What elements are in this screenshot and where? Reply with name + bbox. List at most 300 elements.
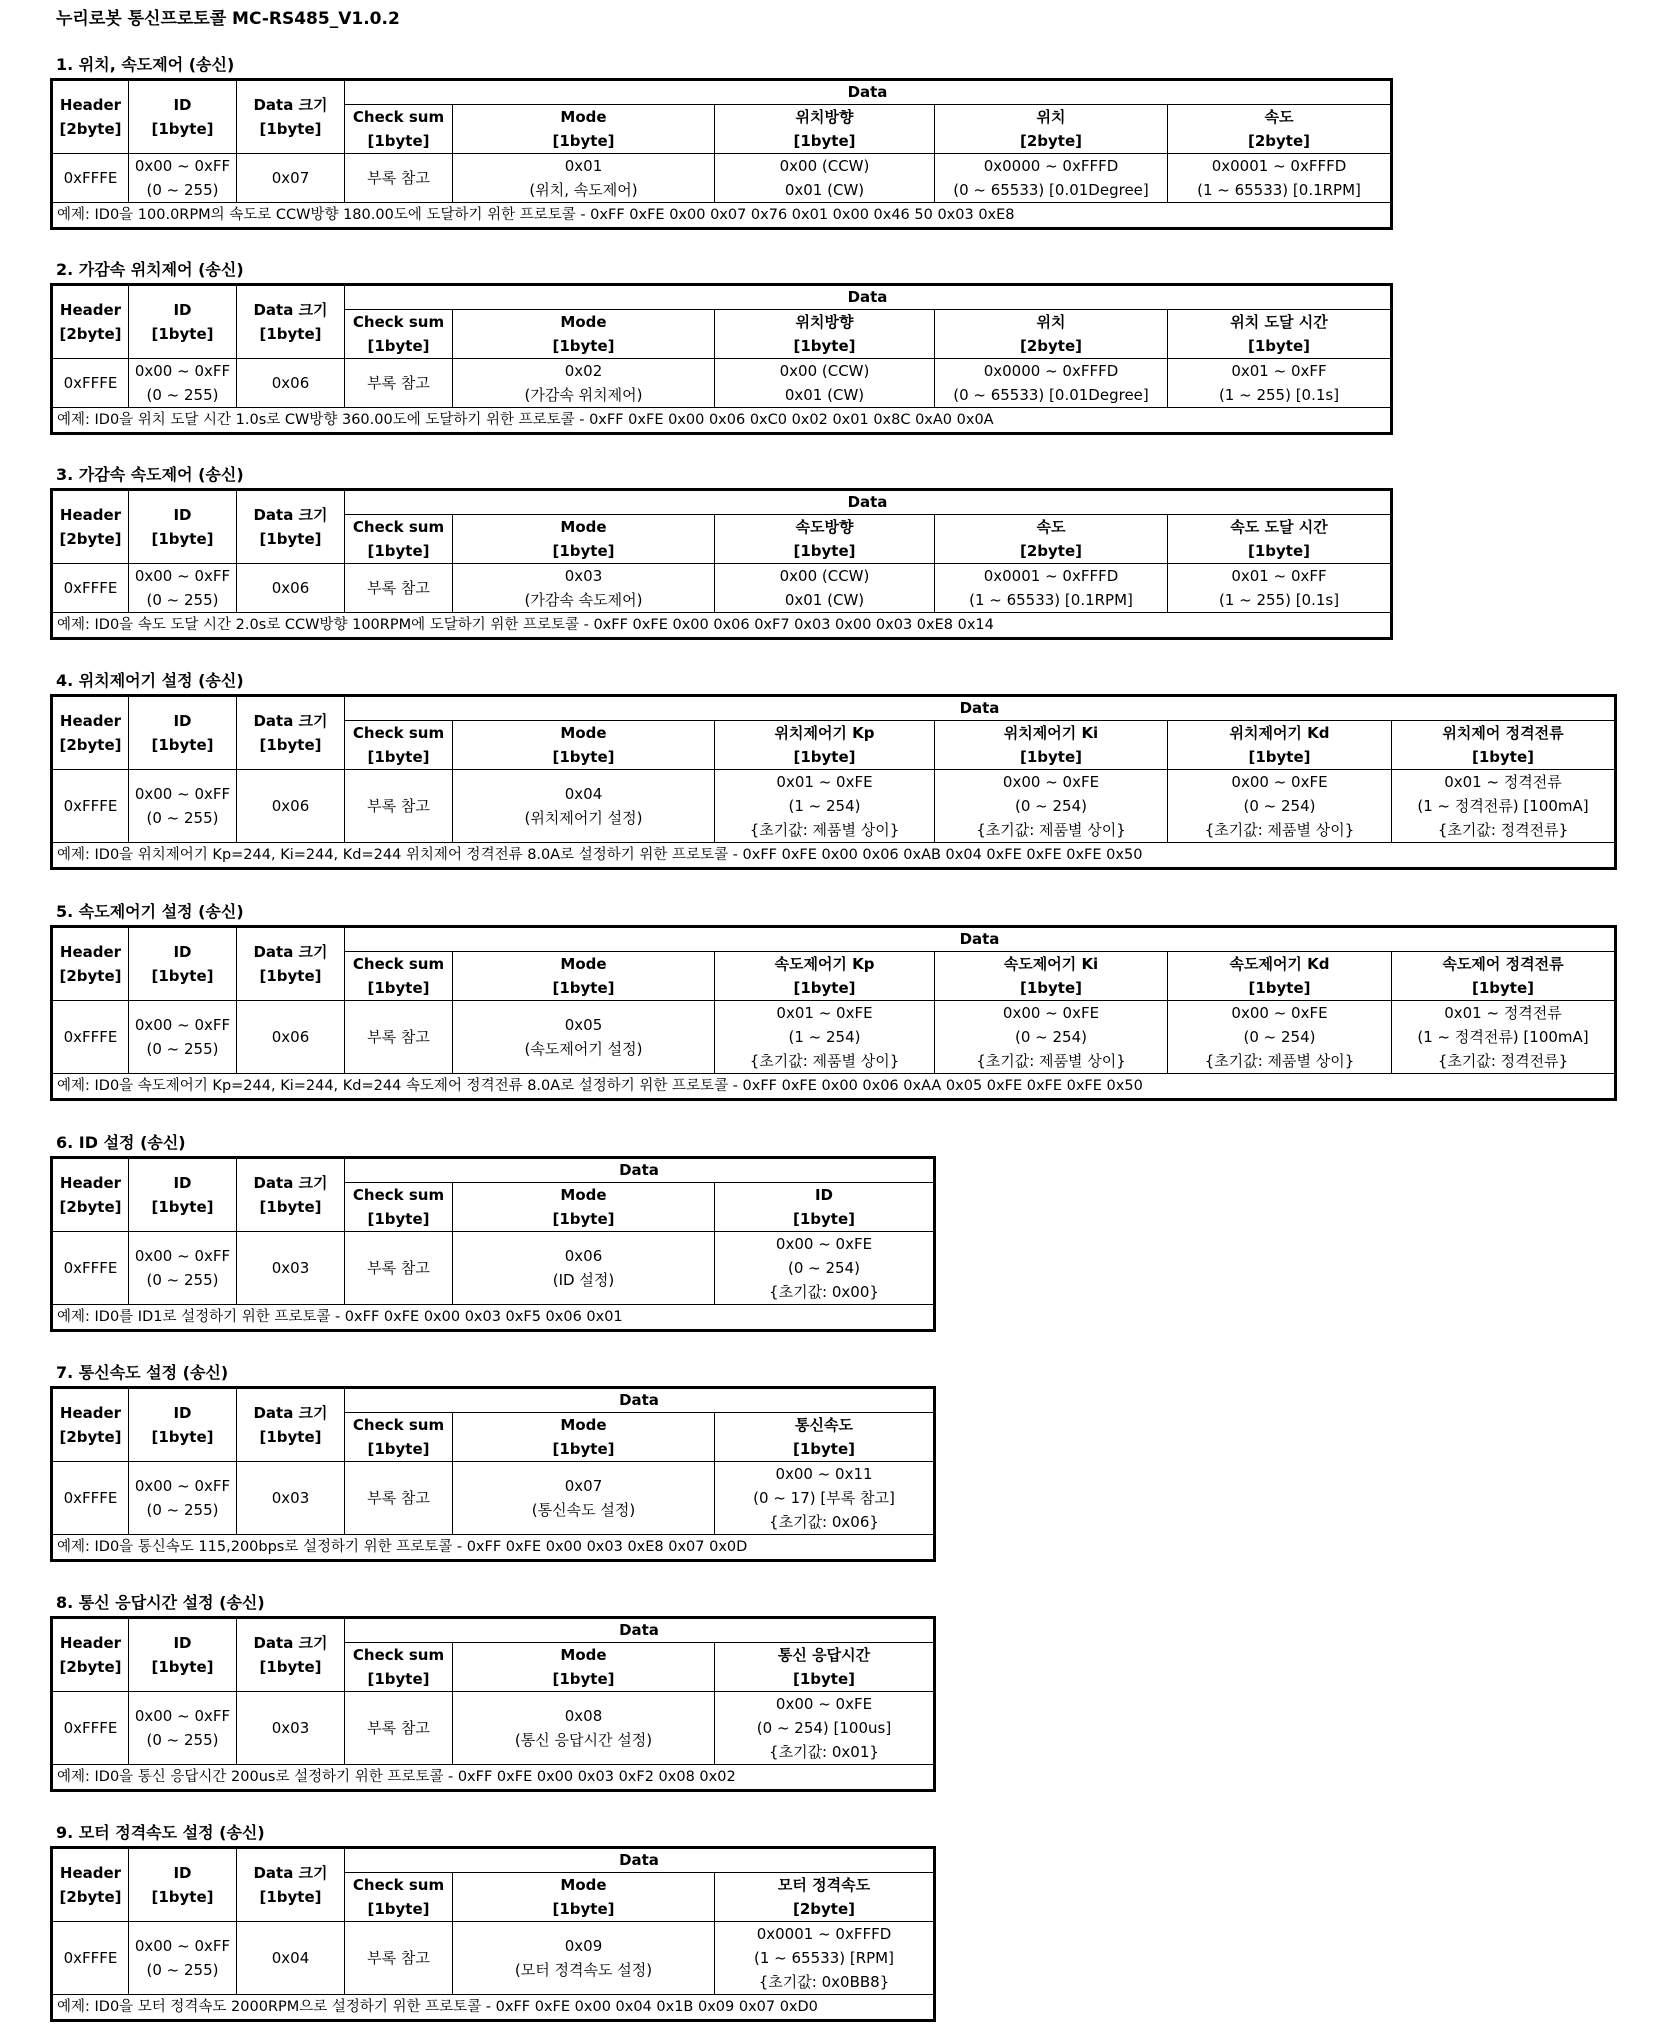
cell-line: 0x08 [564,1707,603,1725]
checksum-value: 부록 참고 [345,1232,453,1305]
field-value [1392,1001,1616,1074]
cell-line: {초기값: 제품별 상이} [749,1052,900,1070]
cell-line: (1 ~ 254) [788,797,861,815]
cell-line: Header [59,96,122,114]
value-row [52,770,1616,843]
cell-line: [1byte] [259,967,322,985]
example-row [52,613,1392,639]
cell-line: (0 ~ 255) [146,181,219,199]
checksum-value: 부록 참고 [345,1001,453,1074]
id-value [129,564,237,613]
data-size-col-header [237,1158,345,1232]
field-size: [1byte] [1248,979,1311,997]
field-name: 통신속도 [795,1416,853,1434]
section-title: 5. 속도제어기 설정 (송신) [56,902,244,921]
value-row [52,1922,935,1995]
field-value [1392,770,1616,843]
protocol-table [50,78,1393,230]
header-value: 0xFFFE [52,770,129,843]
field-name: 속도제어기 Kp [774,955,875,973]
field-header [715,1873,935,1922]
cell-line: Mode [560,518,607,536]
section-title: 4. 위치제어기 설정 (송신) [56,671,244,690]
data-size-value: 0x06 [237,770,345,843]
field-name: 위치방향 [795,108,854,126]
protocol-table [50,925,1617,1101]
mode-value [453,1001,715,1074]
cell-line: Mode [560,1416,607,1434]
cell-line: [1byte] [552,1670,615,1688]
cell-line: 0x00 (CCW) [779,567,870,585]
id-col-header [129,1848,237,1922]
data-size-value: 0x03 [237,1462,345,1535]
cell-line: [1byte] [552,132,615,150]
header-col-header [52,80,129,154]
cell-line: Header [59,1404,122,1422]
field-name: 속도제어기 Ki [1003,955,1099,973]
header-row [52,927,1616,952]
field-name: 통신 응답시간 [777,1646,871,1664]
cell-line: 0x00 (CCW) [779,157,870,175]
cell-line: 0x01 ~ 0xFE [776,773,873,791]
cell-line: [1byte] [367,542,430,560]
header-value: 0xFFFE [52,359,129,408]
cell-line: ID [173,301,192,319]
example-row [52,1535,935,1561]
data-size-value: 0x04 [237,1922,345,1995]
id-col-header [129,1158,237,1232]
cell-line: (0 ~ 254) [1243,1028,1316,1046]
field-size: [1byte] [793,748,856,766]
cell-line: ID [173,1634,192,1652]
cell-line: [1byte] [552,542,615,560]
cell-line: 0x00 ~ 0xFF [134,1247,231,1265]
data-size-value: 0x03 [237,1232,345,1305]
field-value [935,154,1168,203]
cell-line: 0x01 ~ 정격전류 [1444,773,1562,791]
data-group-header: Data [345,1388,935,1413]
cell-line: 0x03 [564,567,603,585]
cell-line: 0x00 ~ 0xFF [134,362,231,380]
cell-line: Mode [560,108,607,126]
cell-line: Check sum [352,955,445,973]
cell-line: Check sum [352,1186,445,1204]
example-text: 예제: ID0을 100.0RPM의 속도로 CCW방향 180.00도에 도달하기 위한 프로토콜 - 0xFF 0xFE 0x00 0x07 0x76 0x01 0x00 0x46 50 0x03 0xE8 [52,203,1392,229]
cell-line: (1 ~ 254) [788,1028,861,1046]
cell-line: 0x00 ~ 0x11 [775,1465,873,1483]
field-size: [1byte] [1247,337,1310,355]
cell-line: (1 ~ 정격전류) [100mA] [1417,797,1589,815]
id-value [129,1462,237,1535]
data-group-header: Data [345,696,1616,721]
cell-line: [1byte] [367,1440,430,1458]
cell-line: (속도제어기 설정) [524,1040,643,1058]
cell-line: (1 ~ 255) [0.1s] [1218,591,1340,609]
checksum-header [345,1413,453,1462]
example-row [52,1074,1616,1100]
data-group-header: Data [345,1158,935,1183]
field-value [715,1001,935,1074]
checksum-header [345,1183,453,1232]
cell-line: [1byte] [552,1440,615,1458]
field-name: 위치 도달 시간 [1230,313,1328,331]
field-size: [1byte] [793,337,856,355]
data-size-value: 0x06 [237,1001,345,1074]
header-row [52,696,1616,721]
field-name: 위치제어기 Kp [774,724,875,742]
cell-line: (0 ~ 254) [1015,1028,1087,1046]
cell-line: Check sum [352,1876,445,1894]
cell-line: 0x00 ~ 0xFF [134,1016,231,1034]
field-size: [2byte] [1247,132,1310,150]
cell-line: [2byte] [59,1428,122,1446]
header-row [52,80,1392,105]
cell-line: (1 ~ 65533) [0.1RPM] [1197,181,1361,199]
cell-line: 0x02 [564,362,603,380]
cell-line: (모터 정격속도 설정) [514,1961,653,1979]
cell-line: [2byte] [59,530,122,548]
cell-line: (0 ~ 255) [146,1961,219,1979]
cell-line: [1byte] [367,1210,430,1228]
mode-value [453,1922,715,1995]
field-header [1168,105,1392,154]
field-size: [1byte] [792,1210,855,1228]
field-header [935,721,1168,770]
checksum-value: 부록 참고 [345,359,453,408]
cell-line: Data 크기 [253,1174,328,1192]
mode-value [453,564,715,613]
cell-line: (1 ~ 정격전류) [100mA] [1417,1028,1589,1046]
header-value: 0xFFFE [52,564,129,613]
cell-line: [2byte] [59,1888,122,1906]
cell-line: (0 ~ 254) [1243,797,1316,815]
cell-line: {초기값: 제품별 상이} [976,1052,1126,1070]
cell-line: Header [59,301,122,319]
field-name: 모터 정격속도 [777,1876,871,1894]
cell-line: [1byte] [151,1198,214,1216]
cell-line: [1byte] [151,736,214,754]
cell-line: [1byte] [367,132,430,150]
cell-line: 0x01 (CW) [784,181,865,199]
cell-line: 0x01 ~ 0xFF [1231,362,1327,380]
cell-line: {초기값: 제품별 상이} [1204,821,1355,839]
cell-line: [1byte] [151,967,214,985]
protocol-table [50,1846,936,2022]
cell-line: 0x01 (CW) [784,591,865,609]
id-col-header [129,1388,237,1462]
field-value [715,359,935,408]
header-value: 0xFFFE [52,1001,129,1074]
cell-line: 0x00 ~ 0xFE [1002,773,1100,791]
cell-line: [1byte] [367,979,430,997]
mode-header [453,721,715,770]
cell-line: {초기값: 정격전류} [1437,1052,1569,1070]
field-size: [2byte] [1019,337,1082,355]
checksum-header [345,721,453,770]
cell-line: [2byte] [59,967,122,985]
id-col-header [129,696,237,770]
header-col-header [52,927,129,1001]
cell-line: (위치제어기 설정) [524,809,643,827]
field-value [935,359,1168,408]
id-col-header [129,1618,237,1692]
field-value [1168,359,1392,408]
field-header [715,1643,935,1692]
cell-line: 0x0001 ~ 0xFFFD [756,1925,892,1943]
field-header [1168,952,1392,1001]
cell-line: Data 크기 [253,1634,328,1652]
data-size-value: 0x06 [237,359,345,408]
field-name: 위치 [1036,313,1066,331]
cell-line: (0 ~ 254) [788,1259,860,1277]
cell-line: [1byte] [367,1900,430,1918]
data-group-header: Data [345,927,1616,952]
section-title: 7. 통신속도 설정 (송신) [56,1363,229,1382]
field-header [1168,310,1392,359]
cell-line: Data 크기 [253,1404,328,1422]
cell-line: (0 ~ 255) [146,1731,219,1749]
cell-line: ID [173,1404,192,1422]
cell-line: 0x06 [564,1247,603,1265]
cell-line: Check sum [352,1416,445,1434]
cell-line: [2byte] [59,1658,122,1676]
cell-line: [1byte] [259,1198,322,1216]
cell-line: [1byte] [259,1428,322,1446]
header-value: 0xFFFE [52,1922,129,1995]
section-title: 3. 가감속 속도제어 (송신) [56,465,244,484]
example-row [52,1995,935,2021]
cell-line: Mode [560,724,607,742]
example-text: 예제: ID0을 위치제어기 Kp=244, Ki=244, Kd=244 위치제어 정격전류 8.0A로 설정하기 위한 프로토콜 - 0xFF 0xFE 0x00 0x06 0xAB 0x04 0xFE 0xFE 0xFE 0x50 [52,843,1616,869]
example-text: 예제: ID0을 통신 응답시간 200us로 설정하기 위한 프로토콜 - 0xFF 0xFE 0x00 0x03 0xF2 0x08 0x02 [52,1765,935,1791]
cell-line: [2byte] [59,325,122,343]
cell-line: 0x09 [564,1937,603,1955]
cell-line: 0x00 ~ 0xFE [1002,1004,1100,1022]
section-title: 6. ID 설정 (송신) [56,1133,186,1152]
cell-line: 0x05 [564,1016,603,1034]
cell-line: (0 ~ 255) [146,809,219,827]
cell-line: [1byte] [151,1658,214,1676]
example-row [52,1765,935,1791]
cell-line: 0x04 [564,785,603,803]
cell-line: Header [59,506,122,524]
protocol-table [50,488,1393,640]
cell-line: (0 ~ 17) [부록 참고] [753,1489,895,1507]
cell-line: [1byte] [151,325,214,343]
field-name: 위치제어 정격전류 [1442,724,1564,742]
protocol-table [50,1386,936,1562]
cell-line: (1 ~ 65533) [0.1RPM] [969,591,1133,609]
cell-line: (가감속 속도제어) [524,591,643,609]
cell-line: 0x00 ~ 0xFE [1231,773,1328,791]
mode-value [453,1462,715,1535]
cell-line: [1byte] [259,736,322,754]
cell-line: (0 ~ 65533) [0.01Degree] [953,181,1149,199]
cell-line: Check sum [352,724,445,742]
checksum-value: 부록 참고 [345,770,453,843]
id-value [129,359,237,408]
id-value [129,770,237,843]
cell-line: 0x00 ~ 0xFF [134,1707,231,1725]
cell-line: Header [59,1174,122,1192]
data-size-col-header [237,490,345,564]
cell-line: (통신 응답시간 설정) [514,1731,653,1749]
field-name: 위치제어기 Kd [1229,724,1330,742]
data-size-value: 0x07 [237,154,345,203]
data-group-header: Data [345,1618,935,1643]
id-value [129,1922,237,1995]
field-size: [1byte] [1019,979,1082,997]
example-row [52,203,1392,229]
cell-line: ID [173,712,192,730]
cell-line: [2byte] [59,120,122,138]
field-header [1392,721,1616,770]
section-title: 1. 위치, 속도제어 (송신) [56,55,235,74]
cell-line: [1byte] [151,1428,214,1446]
data-size-col-header [237,696,345,770]
data-size-col-header [237,80,345,154]
cell-line: [1byte] [259,1658,322,1676]
cell-line: Mode [560,1876,607,1894]
field-name: ID [814,1186,834,1204]
cell-line: 0x01 ~ 0xFF [1231,567,1327,585]
field-header [715,721,935,770]
value-row [52,1232,935,1305]
section-title: 9. 모터 정격속도 설정 (송신) [56,1823,265,1842]
cell-line: 0x0000 ~ 0xFFFD [983,362,1119,380]
mode-value [453,770,715,843]
field-header [1168,721,1392,770]
data-group-header: Data [345,1848,935,1873]
field-header [935,515,1168,564]
cell-line: ID [173,943,192,961]
checksum-value: 부록 참고 [345,1922,453,1995]
cell-line: [1byte] [367,1670,430,1688]
cell-line: Check sum [352,1646,445,1664]
header-col-header [52,1848,129,1922]
cell-line: 0x07 [564,1477,603,1495]
field-value [715,770,935,843]
field-value [1168,1001,1392,1074]
example-text: 예제: ID0을 속도 도달 시간 2.0s로 CCW방향 100RPM에 도달하기 위한 프로토콜 - 0xFF 0xFE 0x00 0x06 0xF7 0x03 0x00 0x03 0xE8 0x14 [52,613,1392,639]
field-header [935,105,1168,154]
header-value: 0xFFFE [52,1232,129,1305]
mode-header [453,952,715,1001]
id-col-header [129,285,237,359]
header-value: 0xFFFE [52,154,129,203]
mode-value [453,154,715,203]
field-name: 위치 [1036,108,1066,126]
field-size: [2byte] [1019,132,1082,150]
header-col-header [52,1388,129,1462]
cell-line: [1byte] [151,1888,214,1906]
id-value [129,1232,237,1305]
field-size: [1byte] [793,542,856,560]
cell-line: Header [59,943,122,961]
cell-line: 0x0001 ~ 0xFFFD [983,567,1119,585]
cell-line: Data 크기 [253,301,328,319]
cell-line: 0x00 ~ 0xFF [134,785,231,803]
field-name: 속도제어 정격전류 [1442,955,1564,973]
field-header [715,952,935,1001]
field-value [715,1462,935,1535]
cell-line: Data 크기 [253,943,328,961]
value-row [52,564,1392,613]
value-row [52,154,1392,203]
data-group-header: Data [345,490,1392,515]
cell-line: [1byte] [552,748,615,766]
header-col-header [52,1618,129,1692]
cell-line: 0x00 ~ 0xFE [1231,1004,1328,1022]
mode-value [453,1232,715,1305]
header-row [52,1388,935,1413]
field-value [1168,564,1392,613]
field-size: [1byte] [792,1440,855,1458]
cell-line: Check sum [352,518,445,536]
example-row [52,408,1392,434]
cell-line: 0x01 (CW) [784,386,865,404]
cell-line: (ID 설정) [552,1271,615,1289]
example-text: 예제: ID0을 위치 도달 시간 1.0s로 CW방향 360.00도에 도달하기 위한 프로토콜 - 0xFF 0xFE 0x00 0x06 0xC0 0x02 0x01 0x8C 0xA0 0x0A [52,408,1392,434]
field-header [1168,515,1392,564]
cell-line: 0x00 ~ 0xFE [775,1235,873,1253]
cell-line: [2byte] [59,1198,122,1216]
checksum-value: 부록 참고 [345,564,453,613]
cell-line: [1byte] [151,530,214,548]
field-name: 속도 도달 시간 [1230,518,1328,536]
example-row [52,1305,935,1331]
header-col-header [52,490,129,564]
field-name: 속도제어기 Kd [1229,955,1330,973]
cell-line: {초기값: 제품별 상이} [1204,1052,1355,1070]
cell-line: 0x00 ~ 0xFF [134,567,231,585]
cell-line: ID [173,506,192,524]
cell-line: (0 ~ 65533) [0.01Degree] [953,386,1149,404]
cell-line: Header [59,1634,122,1652]
header-col-header [52,285,129,359]
cell-line: 0x00 ~ 0xFF [134,1937,231,1955]
example-text: 예제: ID0을 속도제어기 Kp=244, Ki=244, Kd=244 속도제어 정격전류 8.0A로 설정하기 위한 프로토콜 - 0xFF 0xFE 0x00 0x06 0xAA 0x05 0xFE 0xFE 0xFE 0x50 [52,1074,1616,1100]
checksum-header [345,515,453,564]
cell-line: Mode [560,1646,607,1664]
cell-line: Data 크기 [253,712,328,730]
checksum-value: 부록 참고 [345,1462,453,1535]
data-size-col-header [237,1848,345,1922]
checksum-header [345,105,453,154]
header-row [52,1618,935,1643]
cell-line: ID [173,96,192,114]
data-size-col-header [237,285,345,359]
mode-header [453,1183,715,1232]
checksum-value: 부록 참고 [345,154,453,203]
header-row [52,285,1392,310]
section-title: 8. 통신 응답시간 설정 (송신) [56,1593,265,1612]
value-row [52,1462,935,1535]
protocol-table [50,1156,936,1332]
checksum-header [345,1873,453,1922]
cell-line: {초기값: 0x06} [769,1513,879,1531]
cell-line: 0x01 ~ 정격전류 [1444,1004,1562,1022]
cell-line: 0x00 ~ 0xFF [134,1477,231,1495]
field-header [935,310,1168,359]
cell-line: Mode [560,313,607,331]
mode-header [453,1643,715,1692]
mode-value [453,359,715,408]
cell-line: [1byte] [367,337,430,355]
example-row [52,843,1616,869]
cell-line: [1byte] [259,530,322,548]
field-header [715,1183,935,1232]
